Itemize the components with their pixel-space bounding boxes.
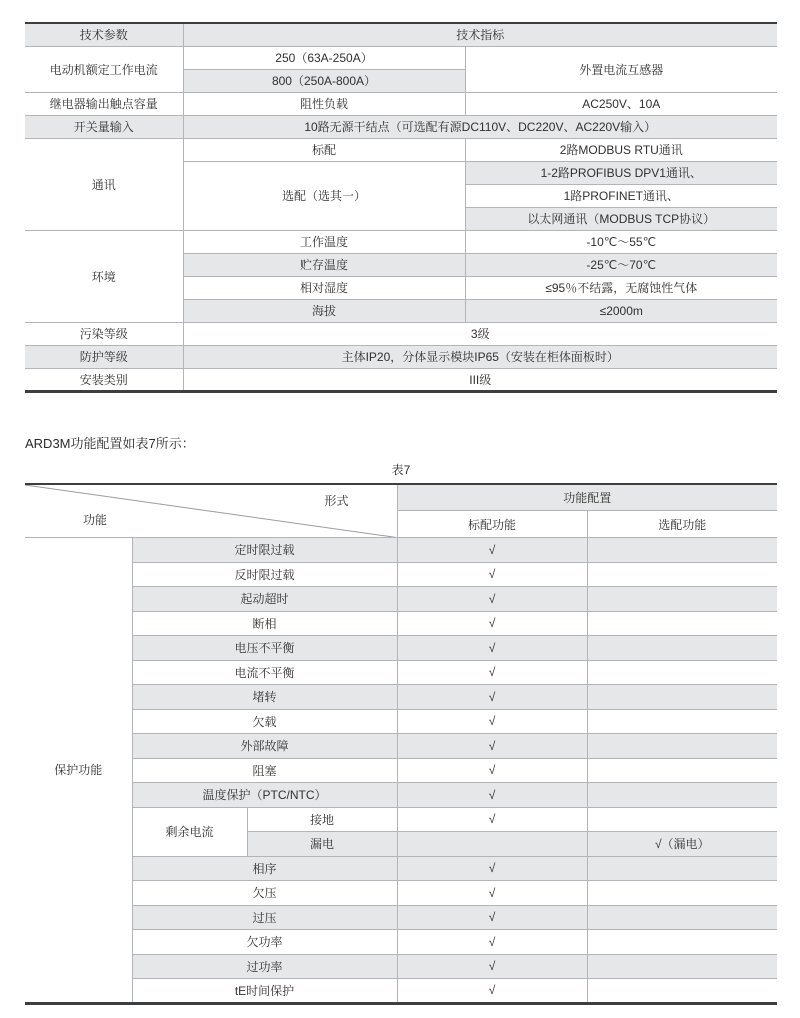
env-altitude-value: ≤2000m bbox=[465, 299, 777, 322]
opt-check-cell bbox=[587, 660, 777, 685]
comm-std-value: 2路MODBUS RTU通讯 bbox=[465, 138, 777, 161]
opt-check-cell bbox=[587, 954, 777, 979]
function-config-table bbox=[25, 483, 777, 1005]
tech-spec-table bbox=[25, 22, 777, 393]
motor-current-label: 电动机额定工作电流 bbox=[25, 46, 183, 92]
function-name-cell: 欠功率 bbox=[132, 930, 397, 955]
std-check-cell: √ bbox=[397, 562, 587, 587]
table-caption: 表7 bbox=[391, 462, 411, 477]
function-name-cell: 过功率 bbox=[132, 954, 397, 979]
table-row bbox=[25, 930, 777, 955]
table-row bbox=[25, 46, 777, 69]
std-check-cell: √ bbox=[397, 758, 587, 783]
opt-check-cell bbox=[587, 685, 777, 710]
diagonal-bottom-label: 功能 bbox=[83, 513, 108, 527]
table-row bbox=[25, 562, 777, 587]
opt-check-cell bbox=[587, 783, 777, 808]
function-name-cell: 温度保护（PTC/NTC） bbox=[132, 783, 397, 808]
table-row bbox=[25, 758, 777, 783]
table-row bbox=[25, 92, 777, 115]
table-row bbox=[25, 138, 777, 161]
env-storage-temp-label: 贮存温度 bbox=[183, 253, 465, 276]
opt-check-cell bbox=[587, 758, 777, 783]
std-check-cell: √ bbox=[397, 636, 587, 661]
std-check-cell: √ bbox=[397, 611, 587, 636]
protect-group-cell: 保护功能 bbox=[25, 538, 132, 1004]
function-name-cell: 外部故障 bbox=[132, 734, 397, 759]
pollution-label: 污染等级 bbox=[25, 322, 183, 345]
function-name-cell: 相序 bbox=[132, 856, 397, 881]
opt-check-cell bbox=[587, 611, 777, 636]
table-row bbox=[25, 636, 777, 661]
env-humidity-value: ≤95％不结露，无腐蚀性气体 bbox=[465, 276, 777, 299]
std-check-cell bbox=[397, 832, 587, 857]
function-name-cell: 欠载 bbox=[132, 709, 397, 734]
comm-opt-label: 选配（选其一） bbox=[183, 161, 465, 230]
motor-range1-cell: 250（63A-250A） bbox=[183, 46, 465, 69]
motor-range2-cell: 800（250A-800A） bbox=[183, 69, 465, 92]
table-row bbox=[25, 322, 777, 345]
function-name-cell: 过压 bbox=[132, 905, 397, 930]
std-check-cell: √ bbox=[397, 881, 587, 906]
function-name-cell: 阻塞 bbox=[132, 758, 397, 783]
table-row bbox=[25, 230, 777, 253]
table-row bbox=[25, 734, 777, 759]
function-name-cell: 起动超时 bbox=[132, 587, 397, 612]
relay-label: 继电器输出触点容量 bbox=[25, 92, 183, 115]
opt-check-cell bbox=[587, 562, 777, 587]
table-row bbox=[25, 685, 777, 710]
di-label: 开关量输入 bbox=[25, 115, 183, 138]
diagonal-header-cell bbox=[25, 484, 397, 538]
comm-opt2-cell: 1路PROFINET通讯、 bbox=[465, 184, 777, 207]
env-altitude-label: 海拔 bbox=[183, 299, 465, 322]
function-name-cell: tE时间保护 bbox=[132, 979, 397, 1004]
function-name-cell: 漏电 bbox=[247, 832, 397, 857]
function-name-cell: 电流不平衡 bbox=[132, 660, 397, 685]
std-check-cell: √ bbox=[397, 807, 587, 832]
table-row bbox=[25, 587, 777, 612]
opt-check-cell bbox=[587, 807, 777, 832]
install-label: 安装类别 bbox=[25, 368, 183, 391]
comm-std-label: 标配 bbox=[183, 138, 465, 161]
ip-value: 主体IP20，分体显示模块IP65（安装在柜体面板时） bbox=[183, 345, 777, 368]
diagonal-top-label: 形式 bbox=[324, 493, 349, 508]
table-row bbox=[25, 611, 777, 636]
table-row bbox=[25, 660, 777, 685]
pollution-value: 3级 bbox=[183, 322, 777, 345]
table-row bbox=[25, 23, 777, 46]
section-note: ARD3M功能配置如表7所示： bbox=[25, 435, 195, 451]
comm-opt3-cell: 以太网通讯（MODBUS TCP协议） bbox=[465, 207, 777, 230]
opt-check-cell: √（漏电） bbox=[587, 832, 777, 857]
opt-column-header: 选配功能 bbox=[587, 511, 777, 538]
function-name-cell: 电压不平衡 bbox=[132, 636, 397, 661]
table-row bbox=[25, 538, 777, 563]
std-check-cell: √ bbox=[397, 587, 587, 612]
std-check-cell: √ bbox=[397, 856, 587, 881]
std-check-cell: √ bbox=[397, 685, 587, 710]
motor-ct-cell: 外置电流互感器 bbox=[465, 46, 777, 92]
opt-check-cell bbox=[587, 587, 777, 612]
table-row bbox=[25, 881, 777, 906]
table-row bbox=[25, 115, 777, 138]
std-check-cell: √ bbox=[397, 979, 587, 1004]
std-check-cell: √ bbox=[397, 930, 587, 955]
env-work-temp-value: -10℃～55℃ bbox=[465, 230, 777, 253]
comm-opt1-cell: 1-2路PROFIBUS DPV1通讯、 bbox=[465, 161, 777, 184]
function-name-cell: 定时限过载 bbox=[132, 538, 397, 563]
ip-label: 防护等级 bbox=[25, 345, 183, 368]
env-label: 环境 bbox=[25, 230, 183, 322]
function-name-cell: 断相 bbox=[132, 611, 397, 636]
std-check-cell: √ bbox=[397, 660, 587, 685]
function-name-cell: 反时限过载 bbox=[132, 562, 397, 587]
table-row bbox=[25, 954, 777, 979]
relay-load-cell: 阻性负载 bbox=[183, 92, 465, 115]
comm-label: 通讯 bbox=[25, 138, 183, 230]
std-column-header: 标配功能 bbox=[397, 511, 587, 538]
table-header-row bbox=[25, 484, 777, 511]
std-check-cell: √ bbox=[397, 538, 587, 563]
residual-current-group-cell: 剩余电流 bbox=[132, 807, 247, 856]
table-row bbox=[25, 905, 777, 930]
opt-check-cell bbox=[587, 636, 777, 661]
function-name-cell: 接地 bbox=[247, 807, 397, 832]
table-row bbox=[25, 783, 777, 808]
env-work-temp-label: 工作温度 bbox=[183, 230, 465, 253]
header-value-cell: 技术指标 bbox=[183, 23, 777, 46]
config-group-header: 功能配置 bbox=[397, 484, 777, 511]
table-row bbox=[25, 345, 777, 368]
install-value: III级 bbox=[183, 368, 777, 391]
opt-check-cell bbox=[587, 881, 777, 906]
table-row bbox=[25, 856, 777, 881]
di-value-cell: 10路无源干结点（可选配有源DC110V、DC220V、AC220V输入） bbox=[183, 115, 777, 138]
opt-check-cell bbox=[587, 905, 777, 930]
std-check-cell: √ bbox=[397, 954, 587, 979]
table-row bbox=[25, 709, 777, 734]
table-row bbox=[25, 368, 777, 391]
relay-rating-cell: AC250V、10A bbox=[465, 92, 777, 115]
std-check-cell: √ bbox=[397, 709, 587, 734]
table-row bbox=[25, 979, 777, 1004]
env-humidity-label: 相对湿度 bbox=[183, 276, 465, 299]
std-check-cell: √ bbox=[397, 783, 587, 808]
env-storage-temp-value: -25℃～70℃ bbox=[465, 253, 777, 276]
opt-check-cell bbox=[587, 538, 777, 563]
function-name-cell: 堵转 bbox=[132, 685, 397, 710]
std-check-cell: √ bbox=[397, 734, 587, 759]
table-row bbox=[25, 807, 777, 832]
opt-check-cell bbox=[587, 734, 777, 759]
function-name-cell: 欠压 bbox=[132, 881, 397, 906]
opt-check-cell bbox=[587, 979, 777, 1004]
opt-check-cell bbox=[587, 856, 777, 881]
header-param-cell: 技术参数 bbox=[25, 23, 183, 46]
opt-check-cell bbox=[587, 709, 777, 734]
std-check-cell: √ bbox=[397, 905, 587, 930]
opt-check-cell bbox=[587, 930, 777, 955]
